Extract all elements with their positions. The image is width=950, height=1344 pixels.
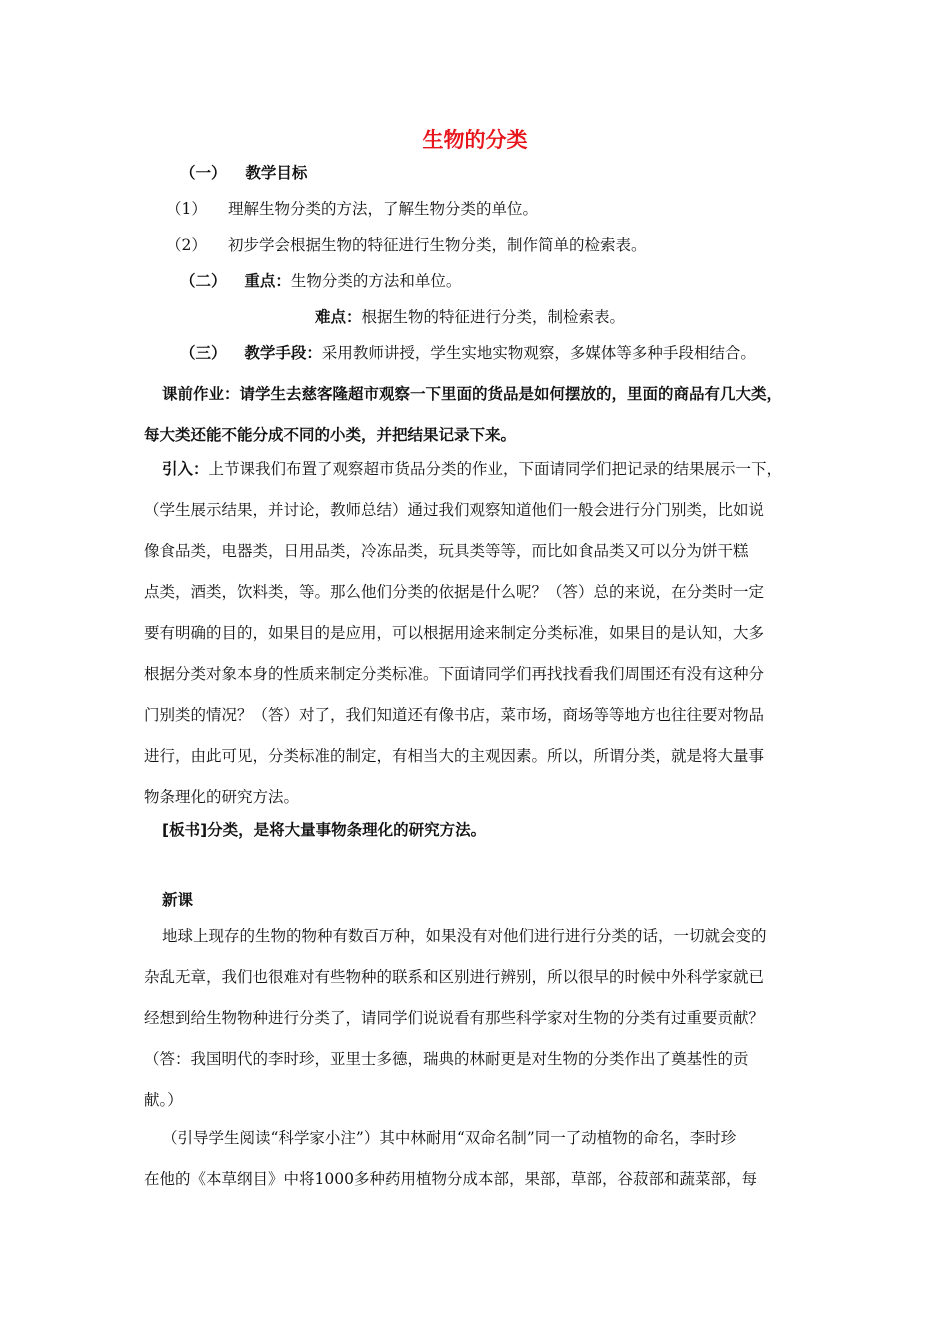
board-note: [板书]分类，是将大量事物条理化的研究方法。 (162, 821, 487, 839)
intro-line: 进行，由此可见，分类标准的制定，有相当大的主观因素。所以，所谓分类，就是将大量事 (144, 747, 765, 765)
difficulty (315, 307, 625, 327)
new-lesson-paragraph-2-first (162, 1118, 834, 1159)
key-points (180, 271, 461, 291)
methods-text: 采用教师讲授，学生实地实物观察，多媒体等多种手段相结合。 (321, 344, 756, 362)
intro-text: 上节课我们布置了观察超市货品分类的作业，下面请同学们把记录的结果展示一下， (208, 460, 783, 478)
homework-line: 课前作业：请学生去慈客隆超市观察一下里面的货品是如何摆放的，里面的商品有几大类， (162, 385, 783, 403)
intro-line: 门别类的情况？（答）对了，我们知道还有像书店，菜市场，商场等等地方也往往要对物品 (144, 706, 765, 724)
new-lesson-line: 献。） (144, 1091, 183, 1109)
objective-item-text: 理解生物分类的方法，了解生物分类的单位。 (228, 200, 539, 218)
intro-label: 引入： (162, 460, 209, 478)
objective-item-2 (166, 235, 647, 255)
intro-line: 像食品类，电器类，日用品类，冷冻品类，玩具类等等，而比如食品类又可以分为饼干糕 (144, 542, 749, 560)
new-lesson-paragraph-2 (144, 1159, 834, 1200)
new-lesson-heading: 新课 (162, 891, 194, 909)
intro-line: 物条理化的研究方法。 (144, 788, 300, 806)
methods-num: （三） (180, 344, 227, 362)
key-points-num: （二） (180, 272, 227, 290)
intro-paragraph (144, 490, 834, 818)
new-lesson-line: （引导学生阅读“科学家小注”）其中林耐用“双命名制”同一了动植物的命名，李时珍 (162, 1129, 737, 1147)
intro-first-line (162, 449, 852, 490)
homework-paragraph (162, 374, 852, 415)
page-title: 生物的分类 (422, 128, 528, 152)
key-points-text: 生物分类的方法和单位。 (290, 272, 462, 290)
objective-item-num: （1） (166, 200, 207, 218)
new-lesson-line: 地球上现存的生物的物种有数百万种，如果没有对他们进行进行分类的话，一切就会变的 (162, 927, 767, 945)
new-lesson-line: 经想到给生物物种进行分类了，请同学们说说看有那些科学家对生物的分类有过重要贡献？ (144, 1009, 765, 1027)
key-points-label: 重点： (244, 272, 291, 290)
objectives-heading-text: 教学目标 (245, 164, 308, 182)
intro-line: 根据分类对象本身的性质来制定分类标准。下面请同学们再找找看我们周围还有没有这种分 (144, 665, 765, 683)
objectives-heading (180, 163, 307, 183)
methods (180, 343, 756, 363)
objective-item-1 (166, 199, 538, 219)
new-lesson-paragraph (144, 957, 834, 1121)
objective-item-text: 初步学会根据生物的特征进行生物分类，制作简单的检索表。 (228, 236, 647, 254)
objectives-heading-num: （一） (180, 164, 227, 182)
intro-line: （学生展示结果，并讨论，教师总结）通过我们观察知道他们一般会进行分门别类，比如说 (144, 501, 765, 519)
difficulty-text: 根据生物的特征进行分类，制检索表。 (361, 308, 626, 326)
intro-line: 点类，酒类，饮料类，等。那么他们分类的依据是什么呢？（答）总的来说，在分类时一定 (144, 583, 765, 601)
homework-line: 每大类还能不能分成不同的小类，并把结果记录下来。 (144, 426, 517, 444)
new-lesson-first-line (162, 916, 834, 957)
intro-line: 要有明确的目的，如果目的是应用，可以根据用途来制定分类标准，如果目的是认知，大多 (144, 624, 765, 642)
new-lesson-line: 杂乱无章，我们也很难对有些物种的联系和区别进行辨别，所以很早的时候中外科学家就已 (144, 968, 765, 986)
difficulty-label: 难点： (315, 308, 362, 326)
methods-label: 教学手段： (244, 344, 322, 362)
new-lesson-line: 在他的《本草纲目》中将1000多种药用植物分成本部，果部，草部，谷菽部和蔬菜部，每 (144, 1170, 757, 1188)
new-lesson-line: （答：我国明代的李时珍，亚里士多德，瑞典的林耐更是对生物的分类作出了奠基性的贡 (144, 1050, 749, 1068)
objective-item-num: （2） (166, 236, 207, 254)
